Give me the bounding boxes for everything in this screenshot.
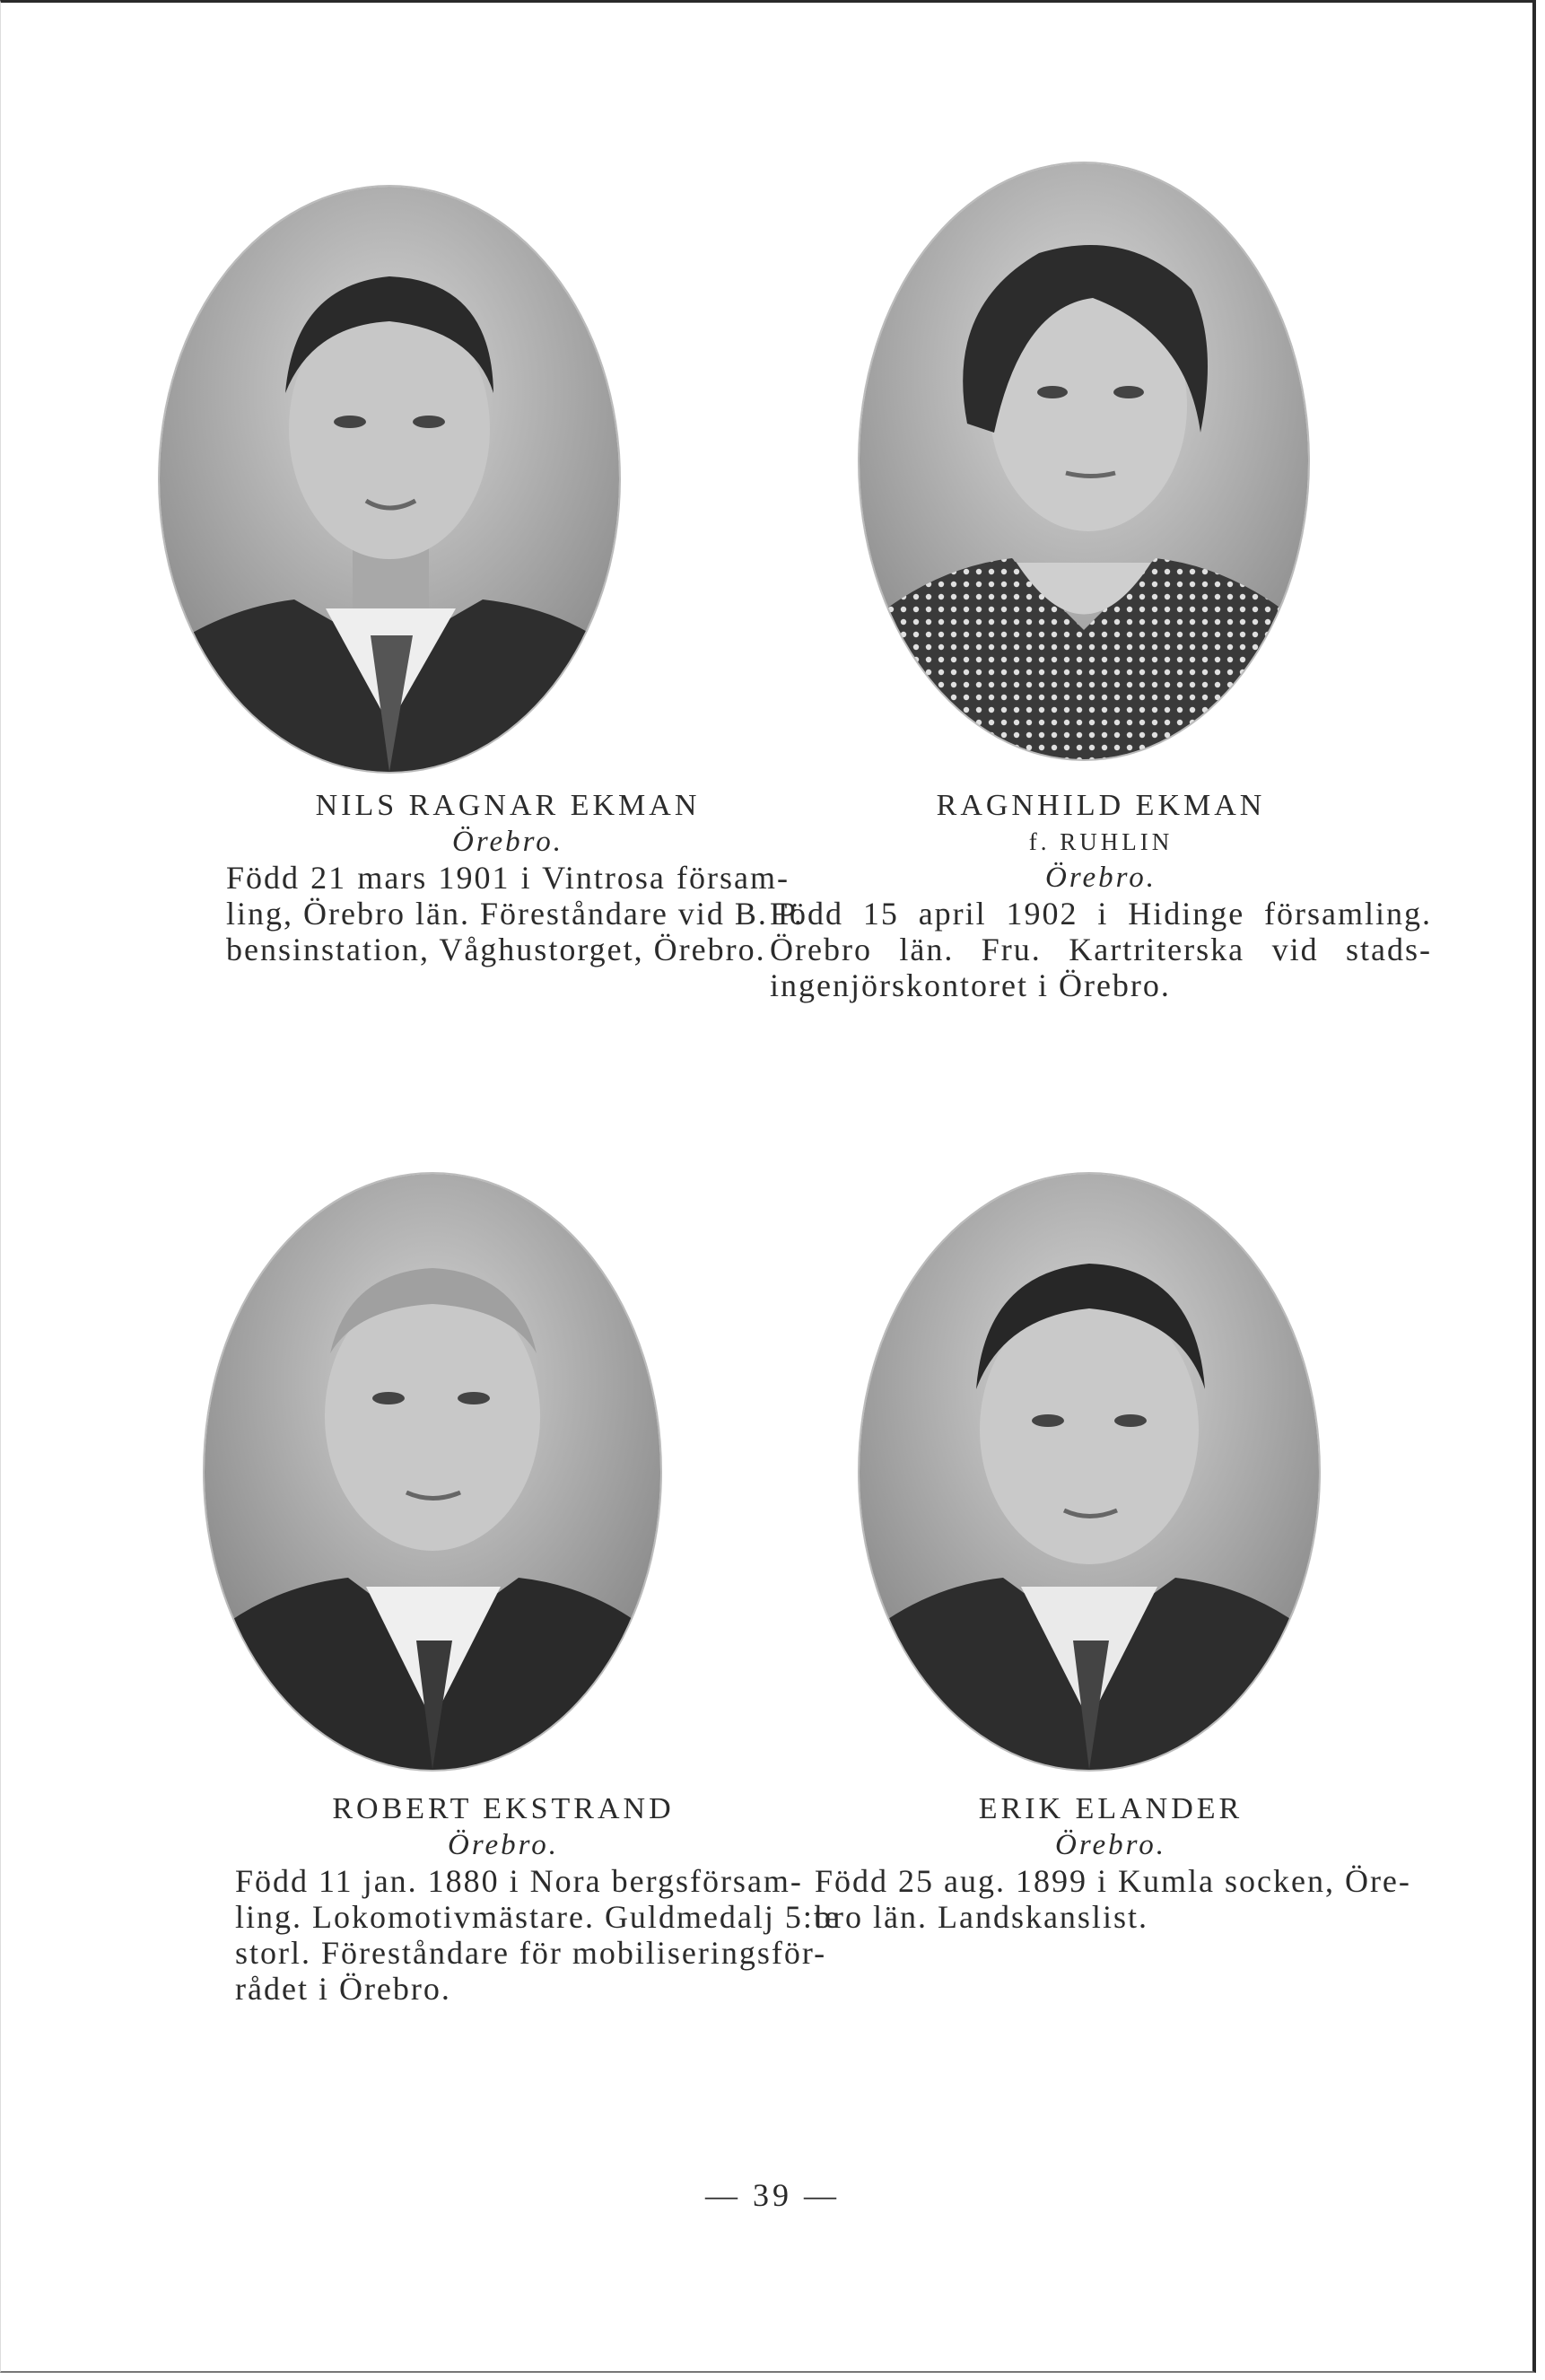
portrait-photo-robert-ekstrand (205, 1174, 660, 1770)
entry-ragnhild-ekman (770, 788, 1432, 1003)
portrait-photo-ragnhild-ekman (860, 163, 1308, 759)
entry-robert-ekstrand (235, 1791, 841, 2007)
person-name: ROBERT EKSTRAND (332, 1792, 675, 1825)
person-name: NILS RAGNAR EKMAN (315, 789, 701, 822)
person-maiden-name: f. RUHLIN (1028, 828, 1174, 855)
bio-line: storl. Föreståndare för mobiliseringsför- (235, 1935, 827, 1971)
portrait-photo-erik-elander (860, 1174, 1319, 1770)
bio-line: Född 25 aug. 1899 i Kumla socken, Öre- (815, 1863, 1411, 1899)
bio-line: ling. Lokomotivmästare. Guldmedalj 5:te (235, 1899, 841, 1935)
bio-line: Född 21 mars 1901 i Vintrosa försam- (226, 860, 790, 896)
portrait-photo-nils-ragnar-ekman (160, 187, 619, 772)
person-bio (226, 860, 804, 967)
person-bio (815, 1863, 1411, 1935)
person-name: RAGNHILD EKMAN (936, 789, 1266, 822)
bio-line: Örebro län. Fru. Kartriterska vid stads- (770, 932, 1432, 967)
bio-line: bro län. Landskanslist. (815, 1899, 1148, 1935)
person-place: Örebro. (452, 826, 563, 858)
person-bio (235, 1863, 841, 2007)
person-name: ERIK ELANDER (978, 1792, 1244, 1825)
bio-line: ling, Örebro län. Föreståndare vid B. P. (226, 896, 804, 932)
person-place: Örebro. (1055, 1829, 1166, 1861)
entry-erik-elander (815, 1791, 1411, 1935)
person-place: Örebro. (1045, 862, 1157, 894)
person-bio (770, 896, 1432, 1003)
bio-line: Född 11 jan. 1880 i Nora bergsförsam- (235, 1863, 803, 1899)
bio-line: Född 15 april 1902 i Hidinge församling. (770, 896, 1432, 932)
bio-line: bensinstation, Våghustorget, Örebro. (226, 932, 766, 967)
person-place: Örebro. (448, 1829, 559, 1861)
page-number: — 39 — (705, 2177, 840, 2213)
bio-line: rådet i Örebro. (235, 1971, 451, 2007)
bio-line: ingenjörskontoret i Örebro. (770, 967, 1171, 1003)
entry-nils-ragnar-ekman (226, 788, 804, 967)
